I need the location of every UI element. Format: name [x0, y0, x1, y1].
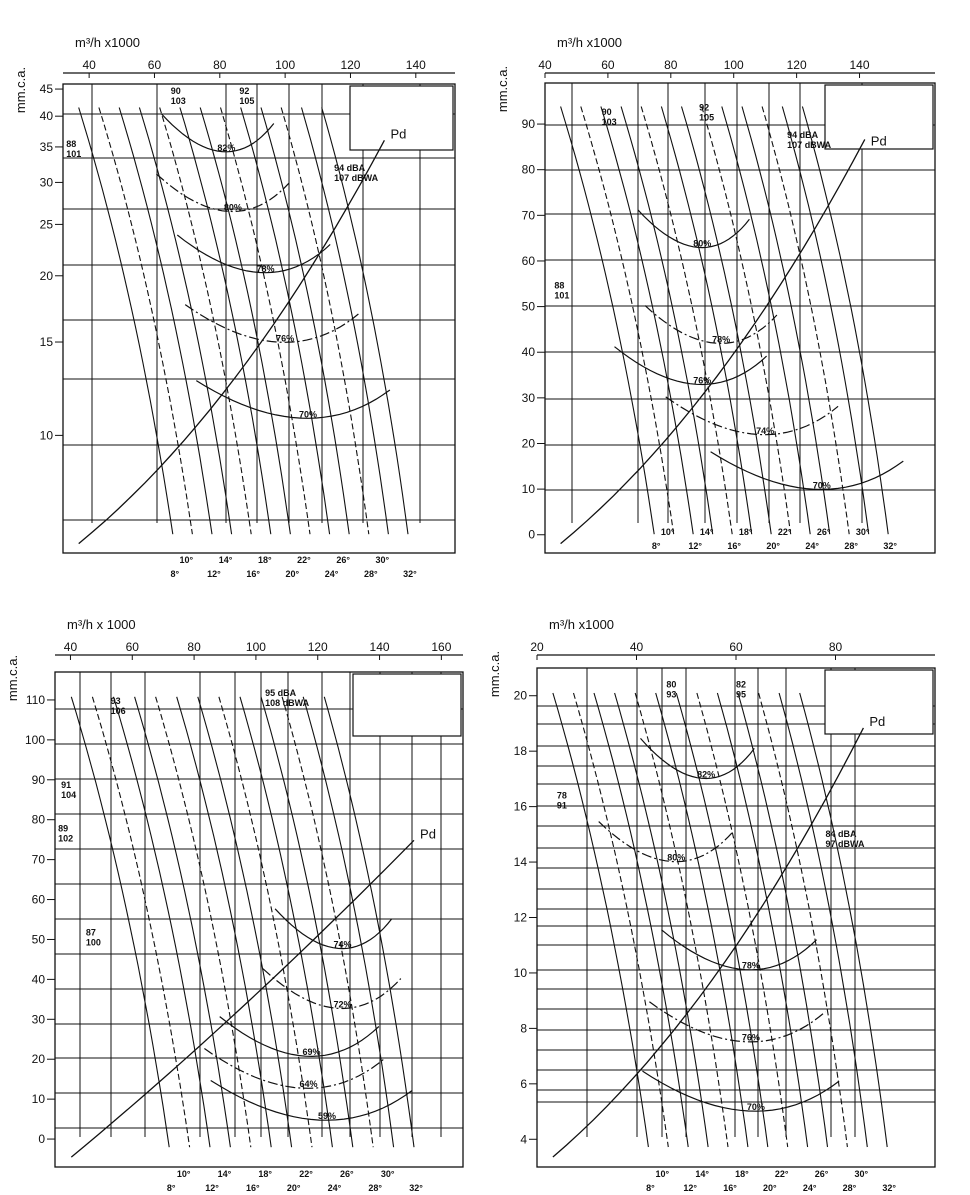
x-axis	[538, 35, 935, 78]
angle-label: 12°	[205, 1183, 219, 1193]
efficiency-curve	[649, 1002, 825, 1042]
angle-label: 24°	[802, 1183, 817, 1193]
y-tick-label: 80	[31, 812, 45, 827]
x-tick-label: 60	[125, 640, 139, 654]
angle-label: 20°	[286, 1183, 301, 1193]
pd-label: Pd	[390, 126, 407, 142]
x-tick-label: 80	[187, 640, 201, 654]
y-tick-label: 40	[39, 109, 53, 124]
angle-curve	[92, 697, 189, 1147]
angle-label: 22°	[777, 527, 792, 537]
angle-curve	[553, 693, 649, 1147]
angle-label: 10°	[179, 555, 194, 565]
noise-label: 80	[666, 679, 677, 690]
y-tick-label: 30	[521, 390, 535, 405]
noise-label: 107 dBWA	[334, 173, 379, 184]
y-tick-label: 15	[39, 335, 53, 350]
efficiency-label: 76%	[741, 1032, 760, 1043]
y-tick-label: 70	[31, 852, 45, 867]
angle-label: 12°	[683, 1183, 698, 1193]
noise-label: 94 dBA	[334, 163, 366, 174]
angle-curves	[71, 697, 414, 1147]
y-axis-title: mm.c.a.	[495, 65, 510, 113]
angle-label: 22°	[297, 555, 311, 565]
noise-label: 103	[601, 116, 617, 127]
angle-label: 10°	[176, 1169, 191, 1179]
x-tick-label: 60	[147, 58, 162, 72]
chart-panel-4	[487, 617, 935, 1193]
noise-label: 101	[66, 148, 82, 159]
y-tick-label: 14	[513, 855, 527, 870]
y-tick-label: 0	[528, 527, 535, 542]
x-tick-label: 80	[664, 58, 678, 72]
y-axis-title: mm.c.a.	[13, 66, 28, 114]
pd-label: Pd	[870, 133, 887, 149]
angle-curve	[759, 693, 848, 1147]
chart-panel-2	[495, 35, 935, 553]
y-tick-label: 100	[24, 732, 45, 747]
efficiency-curve	[643, 1071, 840, 1111]
y-axis-title: mm.c.a.	[5, 654, 20, 702]
angle-curve	[282, 697, 373, 1147]
noise-label: 101	[554, 290, 570, 301]
x-axis-title: m³/h x1000	[75, 35, 141, 50]
x-tick-label: 60	[729, 640, 743, 654]
efficiency-curve	[645, 306, 777, 344]
angle-curve	[198, 697, 292, 1147]
x-tick-label: 100	[275, 58, 296, 72]
x-axis	[63, 35, 455, 78]
angle-curve	[676, 693, 768, 1147]
angle-curve	[800, 693, 888, 1147]
angle-curves	[561, 107, 889, 535]
angle-label: 8°	[170, 569, 180, 579]
efficiency-label: 78%	[712, 334, 731, 345]
noise-label: 93	[110, 695, 121, 706]
angle-label: 14°	[699, 527, 714, 537]
y-axis	[487, 651, 537, 1146]
y-tick-label: 4	[520, 1132, 527, 1147]
y-tick-label: 6	[520, 1076, 527, 1091]
y-tick-label: 20	[521, 436, 535, 451]
noise-label: 108 dBWA	[265, 697, 310, 708]
pd-label: Pd	[869, 713, 886, 729]
efficiency-label: 80%	[693, 238, 712, 249]
x-tick-label: 120	[307, 640, 328, 654]
noise-label: 91	[61, 779, 72, 790]
x-axis-title: m³/h x 1000	[67, 617, 136, 632]
angle-label: 32°	[409, 1183, 423, 1193]
angle-label: 26°	[816, 527, 831, 537]
angle-label: 30°	[855, 527, 870, 537]
angle-label: 26°	[336, 555, 350, 565]
y-tick-label: 50	[31, 932, 45, 947]
pd-curve	[79, 140, 385, 543]
y-tick-label: 10	[521, 482, 535, 497]
y-axis	[13, 67, 63, 442]
angle-label: 14°	[217, 1169, 232, 1179]
noise-label: 95 dBA	[265, 687, 297, 698]
noise-label: 87	[85, 927, 96, 938]
y-tick-label: 0	[38, 1132, 45, 1147]
angle-label: 18°	[738, 527, 753, 537]
y-tick-label: 50	[521, 299, 535, 314]
noise-label: 102	[58, 833, 74, 844]
efficiency-label: 76%	[276, 333, 295, 344]
noise-label: 106	[110, 705, 126, 716]
efficiency-curve	[196, 381, 390, 419]
angle-curve	[615, 693, 709, 1147]
angle-label: 28°	[363, 569, 378, 579]
efficiency-label: 70%	[812, 480, 831, 491]
efficiency-label: 82%	[217, 142, 236, 153]
angle-label: 28°	[368, 1183, 383, 1193]
angle-label: 26°	[814, 1169, 829, 1179]
angle-curve	[324, 697, 414, 1147]
angle-label: 28°	[844, 541, 859, 551]
chart-panel-1	[13, 35, 455, 579]
y-axis	[5, 655, 55, 1146]
noise-label: 107 dBWA	[787, 139, 832, 150]
efficiency-label: 78%	[256, 263, 275, 274]
angle-label: 16°	[246, 1183, 260, 1193]
y-tick-label: 110	[25, 692, 45, 707]
angle-label: 20°	[763, 1183, 777, 1193]
y-tick-label: 80	[521, 162, 535, 177]
x-tick-label: 60	[601, 58, 615, 72]
angle-label: 16°	[246, 569, 260, 579]
noise-label: 89	[58, 823, 69, 834]
noise-label: 90	[601, 106, 612, 117]
noise-label: 92	[239, 86, 250, 97]
x-tick-label: 20	[530, 640, 544, 654]
x-tick-label: 120	[786, 58, 807, 72]
y-tick-label: 18	[513, 744, 527, 759]
angle-label: 22°	[299, 1169, 313, 1179]
angle-label: 16°	[723, 1183, 737, 1193]
x-tick-label: 140	[369, 640, 390, 654]
y-tick-label: 10	[31, 1092, 45, 1107]
x-tick-label: 80	[213, 58, 227, 72]
angle-curve	[156, 697, 251, 1147]
noise-label: 88	[66, 138, 77, 149]
pd-curve	[553, 728, 864, 1157]
efficiency-label: 70%	[298, 409, 318, 420]
angle-curve	[160, 108, 252, 535]
efficiency-label: 74%	[756, 425, 775, 436]
efficiency-label: 76%	[693, 375, 712, 386]
y-tick-label: 40	[521, 345, 535, 360]
angle-label: 24°	[805, 541, 820, 551]
y-tick-label: 90	[31, 772, 45, 787]
noise-label: 95	[736, 689, 747, 700]
y-tick-label: 20	[513, 688, 527, 703]
efficiency-label: 69%	[302, 1047, 321, 1058]
angle-label: 8°	[646, 1183, 655, 1193]
x-tick-label: 40	[82, 58, 96, 72]
noise-label: 90	[170, 86, 181, 97]
noise-label: 97 dBWA	[825, 839, 865, 850]
angle-label: 32°	[882, 1183, 897, 1193]
y-tick-label: 90	[521, 117, 535, 132]
efficiency-label: 70%	[746, 1102, 765, 1113]
pd-label: Pd	[420, 826, 436, 842]
efficiency-label: 72%	[333, 999, 352, 1010]
angle-label: 20°	[285, 569, 300, 579]
y-tick-label: 20	[39, 268, 53, 283]
y-axis-title: mm.c.a.	[487, 650, 502, 698]
angle-label: 18°	[257, 555, 272, 565]
x-axis	[530, 617, 935, 660]
x-tick-label: 140	[405, 58, 426, 72]
angle-label: 8°	[166, 1183, 176, 1193]
angle-label: 14°	[218, 555, 233, 565]
plot-frame	[545, 83, 935, 553]
efficiency-label: 80%	[223, 202, 242, 213]
y-tick-label: 30	[31, 1012, 45, 1027]
angle-label: 26°	[340, 1169, 354, 1179]
chart-panel-3	[5, 617, 463, 1193]
y-tick-label: 45	[39, 82, 53, 97]
angle-label: 10°	[655, 1169, 670, 1179]
y-tick-label: 40	[31, 972, 45, 987]
y-tick-label: 10	[513, 965, 527, 980]
noise-label: 82	[736, 679, 747, 690]
y-tick-label: 25	[39, 217, 53, 232]
y-tick-label: 10	[39, 428, 53, 443]
noise-label: 104	[61, 789, 77, 800]
x-tick-label: 80	[828, 640, 843, 654]
y-tick-label: 8	[520, 1021, 527, 1036]
noise-label: 88	[554, 280, 565, 291]
angle-label: 10°	[660, 527, 675, 537]
noise-label: 100	[85, 937, 101, 948]
angle-label: 30°	[375, 555, 390, 565]
efficiency-label: 78%	[741, 960, 760, 971]
angle-label: 24°	[324, 569, 339, 579]
angle-curve	[762, 107, 849, 535]
angle-label: 24°	[327, 1183, 342, 1193]
x-tick-label: 100	[723, 58, 744, 72]
y-tick-label: 30	[39, 175, 53, 190]
y-axis	[495, 66, 545, 542]
noise-label: 78	[556, 790, 567, 801]
y-tick-label: 12	[513, 910, 527, 925]
y-tick-label: 16	[513, 799, 527, 814]
angle-label: 28°	[842, 1183, 857, 1193]
angle-label: 20°	[766, 541, 781, 551]
plot-frame	[63, 84, 455, 553]
angle-label: 18°	[258, 1169, 273, 1179]
angle-label: 12°	[207, 569, 221, 579]
x-tick-label: 40	[63, 640, 78, 654]
angle-curve	[738, 693, 828, 1147]
angle-curves	[553, 693, 887, 1147]
noise-label: 103	[170, 96, 186, 107]
y-tick-label: 20	[31, 1052, 45, 1067]
efficiency-label: 82%	[697, 769, 716, 780]
noise-label: 105	[239, 96, 255, 107]
efficiency-label: 59%	[317, 1111, 337, 1122]
noise-label: 94 dBA	[787, 129, 819, 140]
y-tick-label: 35	[39, 139, 53, 154]
angle-curve	[135, 697, 231, 1147]
angle-label: 30°	[854, 1169, 869, 1179]
x-axis	[55, 617, 463, 660]
efficiency-label: 74%	[333, 939, 352, 950]
angle-label: 22°	[774, 1169, 789, 1179]
efficiency-label: 80%	[667, 852, 686, 863]
noise-label: 105	[699, 112, 715, 123]
efficiency-curve	[599, 822, 734, 862]
x-tick-label: 140	[849, 58, 870, 72]
angle-curve	[802, 107, 888, 535]
angle-curve	[71, 697, 169, 1147]
angle-label: 14°	[695, 1169, 709, 1179]
angle-label: 30°	[380, 1169, 395, 1179]
plot-frame	[537, 668, 935, 1167]
angle-label: 32°	[883, 541, 898, 551]
y-tick-label: 60	[31, 892, 45, 907]
angle-label: 18°	[735, 1169, 749, 1179]
x-tick-label: 120	[340, 58, 361, 72]
angle-curve	[742, 107, 830, 535]
y-tick-label: 60	[521, 253, 535, 268]
x-axis-title: m³/h x1000	[557, 35, 623, 50]
x-tick-label: 40	[629, 640, 644, 654]
y-tick-label: 70	[521, 208, 535, 223]
angle-curve	[782, 107, 868, 535]
angle-label: 8°	[651, 541, 661, 551]
pd-curve	[71, 840, 414, 1157]
angle-label: 16°	[727, 541, 742, 551]
angle-curve	[561, 107, 655, 535]
x-tick-label: 40	[538, 58, 552, 72]
x-axis-title: m³/h x1000	[549, 617, 615, 632]
x-tick-label: 160	[431, 640, 452, 654]
efficiency-label: 64%	[299, 1079, 318, 1090]
x-tick-label: 100	[245, 640, 266, 654]
noise-label: 93	[666, 689, 677, 700]
noise-label: 84 dBA	[825, 829, 857, 840]
efficiency-curve	[177, 235, 330, 273]
noise-label: 91	[556, 800, 567, 811]
angle-label: 32°	[403, 569, 417, 579]
angle-label: 12°	[688, 541, 703, 551]
angle-curve	[79, 108, 173, 535]
efficiency-curve	[156, 174, 289, 212]
angle-curve	[779, 693, 867, 1147]
noise-label: 92	[699, 102, 710, 113]
legend-box	[353, 674, 461, 736]
